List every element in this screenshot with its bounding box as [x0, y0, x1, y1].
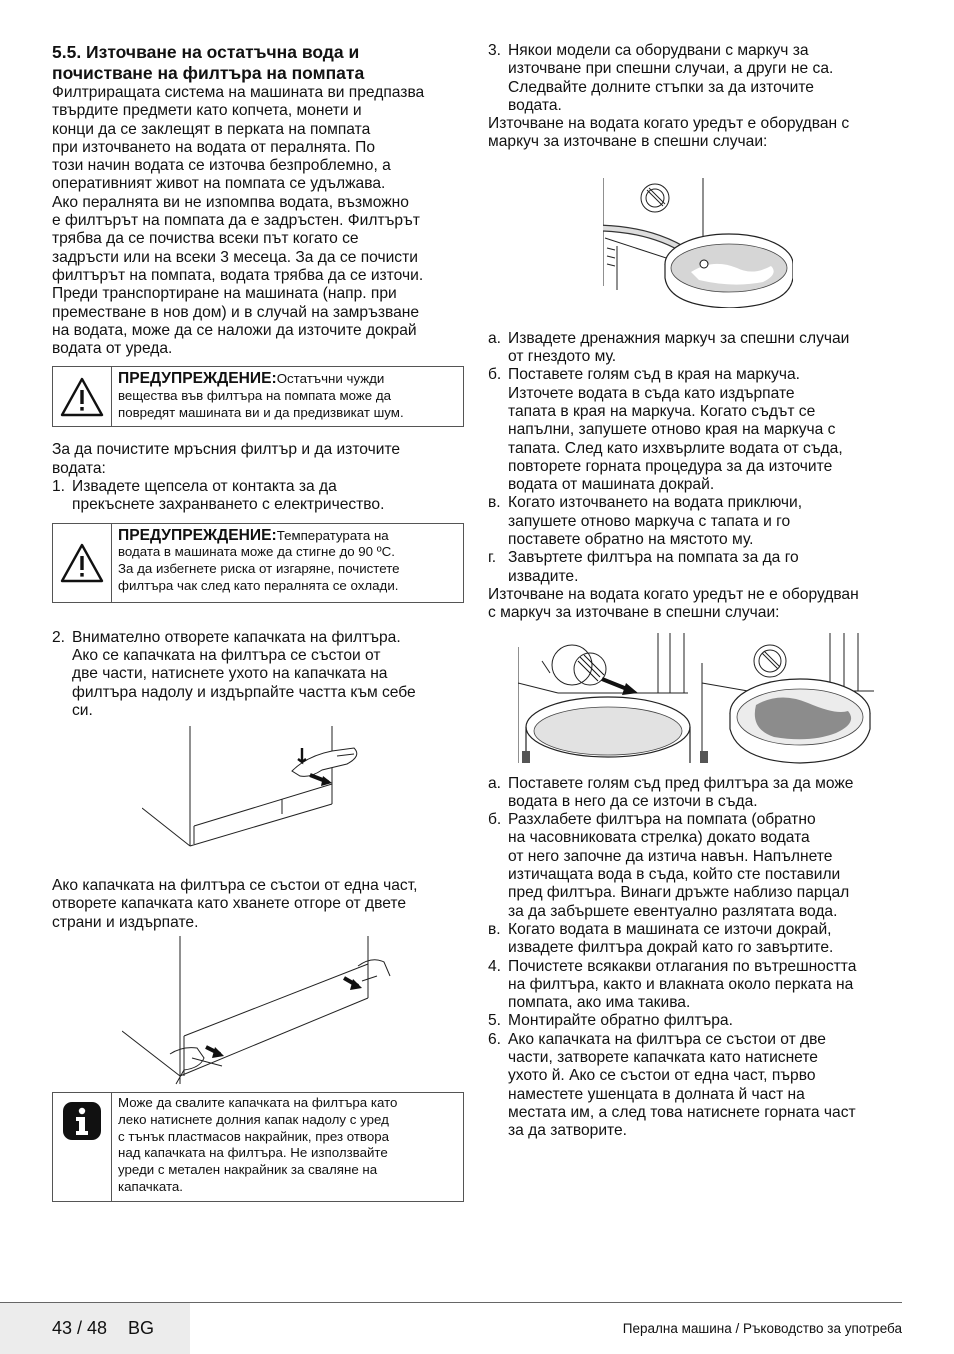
hose-step-a: а. Извадете дренажния маркуч за спешни случаи от гнездото му.: [488, 329, 850, 366]
filter-step-b: б. Разхлабете филтъра на помпата (обратно на часовниковата стрелка) докато водата от него започне да изтича навън. Напълнете изтичащата вода в съда, който сте поставили пред филтъра. Винаги дръжте наблизо парцал за да забършете евентуално разлятата вода.: [488, 811, 850, 920]
step-4: 4. Почистете всякакви отлагания по вътрешността на филтъра, както и влакната около перката на помпата, ако има такива.: [488, 957, 857, 1012]
section-title: 5.5. Източване на остатъчна вода и почистване на филтъра на помпата: [52, 42, 365, 83]
filter-steps-list: [488, 775, 902, 1141]
info-icon: [53, 1093, 112, 1201]
filter-step-v: в. Когато водата в машината се източи докрай, извадете филтъра докрай като го завъртите.: [488, 920, 834, 957]
emergency-hose-drain-illustration: [603, 178, 793, 308]
info-box: [52, 1092, 464, 1202]
step-3: 3. Някои модели са оборудвани с маркуч за източване при спешни случаи, а други не са. Следвайте долните стъпки за да източите водата.: [488, 42, 834, 114]
filter-cap-one-part-illustration: [122, 936, 402, 1086]
intro-paragraph: Филтриращата система на машината ви предпазва твърдите предмети като копчета, монети и конци да се заклещят в перката на помпата при източването на водата от пералнята. По този начин водата се източва безпроблемно, а оперативният живот на помпата се удължава. Ако пералнята ви не изпомпва водата, възможно е филтърът на помпата да е задръстен. Филтърът трябва да се почиства всеки път когато се задръсти или на всеки 3 месеца. За да се почисти филтърът на помпата, водата трябва да се източи. Преди транспортиране на машината (напр. при преместване в нов дом) и в случай на замръзване на водата, може да се наложи да източите докрай водата от уреда.: [52, 84, 425, 358]
hose-steps-list: [488, 330, 902, 586]
step-5: 5. Монтирайте обратно филтъра.: [488, 1012, 733, 1030]
right-column: [488, 42, 902, 1140]
before-steps-text: За да почистите мръсния филтър и да източите водата:: [52, 441, 401, 477]
one-part-cap-text: Ако капачката на филтъра се състои от една част, отворете капачката като хванете отгоре от двете страни и издърпате.: [52, 877, 418, 931]
left-column: [52, 42, 464, 1202]
step-6: 6. Ако капачката на филтъра се състои от две части, затворете капачката като натиснете ухото й. Ако се състои от една част, първо наместете ушенцата в долната й част на местата им, а след това натиснете горната част за да затворите.: [488, 1030, 856, 1140]
page-number: 43 / 48: [52, 1318, 108, 1338]
warning-text: ПРЕДУПРЕЖДЕНИЕ:Температурата на водата в машината може да стигне до 90 ºC. За да избегнете риска от изгаряне, почистете филтъра чак след като пералнята се охлади.: [118, 526, 400, 594]
warning-box-residue: [52, 366, 464, 427]
document-title: Перална машина / Ръководство за употреба: [622, 1321, 902, 1336]
filter-step-a: а. Поставете голям съд пред филтъра за да може водата в него да се източи в съда.: [488, 774, 854, 810]
hose-step-b: б. Поставете голям съд в края на маркуча. Източете водата в съда като издърпате тапата в края на маркуча. Когато съдът се напълни, запушете отново края на маркуча с тапата. След като изхвърлите водата от съда, повторете горната процедура за да източите водата от машината докрай.: [488, 366, 843, 494]
filter-drain-into-pan-illustration: [518, 633, 874, 765]
without-hose-heading: Източване на водата когато уредът не е оборудван с маркуч за източване в спешни случаи:: [488, 585, 859, 622]
warning-box-temperature: [52, 523, 464, 603]
footer-divider: [0, 1302, 902, 1303]
warning-icon: [53, 367, 112, 426]
with-hose-heading: Източване на водата когато уредът е оборудван с маркуч за източване в спешни случаи:: [488, 115, 850, 151]
warning-icon: [53, 524, 112, 602]
language-code: BG: [128, 1318, 155, 1338]
warning-text: ПРЕДУПРЕЖДЕНИЕ:Остатъчни чужди вещества във филтъра на помпата може да повредят машината ви и да предизвикат шум.: [118, 370, 404, 421]
info-text: Може да свалите капачката на филтъра като леко натиснете долния капак надолу с уред с тънък пластмасов накрайник, през отвора над капачката на филтъра. Не използвайте уреди с метален накрайник за сваляне на капачката.: [118, 1095, 398, 1194]
hose-step-g: г. Завъртете филтъра на помпата за да го извадите.: [488, 549, 799, 585]
step-2: 2. Внимателно отворете капачката на филтъра. Ако се капачката на филтъра се състои от две части, натиснете ухото на капачката на филтъра надолу и издърпайте частта към себе си.: [52, 628, 416, 719]
step-1: 1. Извадете щепсела от контакта за да прекъснете захранването с електричество.: [52, 478, 385, 514]
filter-cap-two-part-illustration: [142, 726, 402, 871]
hose-step-v: в. Когато източването на водата приключи, запушете отново маркуча с тапата и го поставете обратно на мястото му.: [488, 494, 803, 549]
